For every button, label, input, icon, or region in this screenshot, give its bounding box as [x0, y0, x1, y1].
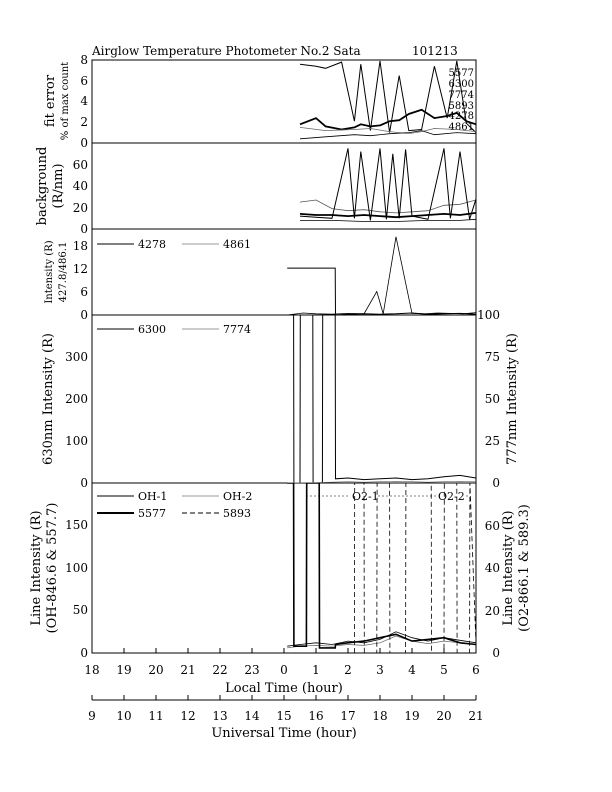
ylabel-intensity-427 — [44, 240, 69, 303]
local-tick-label: 23 — [244, 663, 260, 677]
local-tick-label: 1 — [312, 663, 320, 677]
ylabel-intensity-427-line1: Intensity (R) — [44, 240, 55, 304]
local-tick-label: 21 — [180, 663, 196, 677]
ytick: 75 — [484, 350, 500, 364]
ut-tick-label: 18 — [372, 709, 388, 723]
ylabel-line-left — [29, 503, 60, 634]
local-tick-label: 18 — [84, 663, 100, 677]
legend-label-oh2: OH-2 — [223, 490, 253, 503]
ytick: 0 — [492, 476, 500, 490]
legend-label-5893: 5893 — [223, 507, 251, 520]
ut-tick-label: 9 — [88, 709, 96, 723]
ylabel-630-text: 630nm Intensity (R) — [41, 333, 56, 465]
ylabel-777-text: 777nm Intensity (R) — [505, 333, 520, 465]
ylabel-line-right — [501, 504, 532, 632]
ut-tick-label: 20 — [436, 709, 452, 723]
series-line-background-6300 — [300, 148, 476, 220]
ut-tick-label: 19 — [404, 709, 420, 723]
ytick: 0 — [80, 476, 88, 490]
legend-label-7774: 7774 — [223, 323, 251, 336]
ytick: 12 — [72, 262, 88, 276]
ytick: 300 — [65, 350, 88, 364]
local-tick-label: 20 — [148, 663, 164, 677]
ytick: 0 — [492, 646, 500, 660]
yticks-line-left — [65, 518, 88, 660]
ytick: 18 — [72, 239, 88, 253]
channel-label: 6300 — [448, 79, 474, 90]
yticks-background — [73, 158, 88, 236]
ut-tick-label: 12 — [180, 709, 196, 723]
ylabel-fit-error — [43, 62, 71, 140]
local-tick-label: 0 — [280, 663, 288, 677]
ylabel-line-left-1: Line Intensity (R) — [29, 510, 44, 626]
ut-time-label: Universal Time (hour) — [211, 726, 357, 741]
series-line-intensity-630-777-6300 — [287, 315, 476, 483]
ut-tick-label: 13 — [212, 709, 228, 723]
local-tick-label: 3 — [376, 663, 384, 677]
local-tick-label: 6 — [472, 663, 480, 677]
legend-630 — [97, 323, 251, 336]
series-line-line-intensity-5893 — [354, 483, 476, 653]
local-time-label: Local Time (hour) — [225, 681, 343, 696]
ut-tick-label: 11 — [148, 709, 164, 723]
legend-line — [97, 489, 468, 520]
chart-date: 101213 — [412, 44, 458, 58]
ytick: 0 — [80, 308, 88, 322]
local-tick-label: 5 — [440, 663, 448, 677]
ylabel-fit-error-line2: % of max count — [60, 61, 71, 141]
ut-tick-label: 10 — [116, 709, 132, 723]
local-tick-label: 22 — [212, 663, 228, 677]
ylabel-fit-error-line1: fit error — [43, 74, 58, 128]
channel-label: 5893 — [448, 101, 474, 112]
legend-427 — [97, 238, 251, 251]
channel-label: 4861 — [448, 122, 474, 133]
ylabel-background — [35, 147, 66, 226]
series-layer — [287, 61, 476, 653]
ytick: 6 — [80, 285, 88, 299]
series-line-intensity-427-486-4861 — [287, 237, 476, 315]
ytick: 40 — [72, 179, 88, 193]
local-tick-label: 19 — [116, 663, 132, 677]
ut-tick-label: 21 — [468, 709, 484, 723]
ylabel-background-line1: background — [35, 146, 50, 226]
local-tick-label: 4 — [408, 663, 416, 677]
ytick: 100 — [65, 434, 88, 448]
local-tick-label: 2 — [344, 663, 352, 677]
ylabel-630 — [41, 333, 56, 465]
ytick: 150 — [65, 518, 88, 532]
ut-time-ticks — [88, 695, 483, 723]
legend-label-5577: 5577 — [138, 507, 166, 520]
ytick: 0 — [80, 136, 88, 150]
ytick: 25 — [484, 434, 500, 448]
o2-1-label: O2-1 — [352, 490, 379, 503]
series-line-line-intensity-5577 — [287, 483, 476, 648]
ytick: 50 — [484, 392, 500, 406]
yticks-630 — [65, 350, 88, 490]
channel-label: 4278 — [448, 111, 474, 122]
ytick: 200 — [65, 392, 88, 406]
ytick: 100 — [477, 308, 500, 322]
panel-frame-fit-error — [92, 60, 476, 143]
ytick: 50 — [72, 603, 88, 617]
series-line-background-5893 — [300, 219, 476, 221]
yticks-intensity-427 — [73, 239, 88, 322]
ytick: 60 — [72, 158, 88, 172]
ylabel-777 — [505, 333, 520, 465]
yticks-fit-error — [80, 53, 88, 150]
ytick: 6 — [80, 74, 88, 88]
legend-label-6300: 6300 — [138, 323, 166, 336]
panel-frame-intensity-630 — [92, 315, 476, 483]
ut-tick-label: 17 — [340, 709, 356, 723]
legend-label-oh1: OH-1 — [138, 490, 168, 503]
ytick: 0 — [80, 646, 88, 660]
ylabel-intensity-427-line2: 427.8/486.1 — [58, 241, 69, 303]
ytick: 40 — [484, 561, 500, 575]
channel-label: 7774 — [448, 90, 474, 101]
ylabel-background-line2: (R/nm) — [51, 163, 66, 209]
o2-2-label: O2-2 — [438, 490, 465, 503]
ut-tick-label: 16 — [308, 709, 324, 723]
local-time-ticks — [84, 648, 479, 677]
ylabel-line-right-1: Line Intensity (R) — [501, 510, 516, 626]
channel-label: 5577 — [448, 68, 474, 79]
ut-tick-label: 14 — [244, 709, 260, 723]
chart-title: Airglow Temperature Photometer No.2 Sata — [92, 44, 361, 58]
ytick: 2 — [80, 115, 88, 129]
ytick: 60 — [484, 519, 500, 533]
ylabel-line-left-2: (OH-846.6 & 557.7) — [45, 502, 60, 634]
ytick: 20 — [72, 201, 88, 215]
ylabel-line-right-2: (O2-866.1 & 589.3) — [517, 504, 532, 632]
ytick: 8 — [80, 53, 88, 67]
ytick: 4 — [80, 94, 88, 108]
ytick: 100 — [65, 561, 88, 575]
ytick: 20 — [484, 604, 500, 618]
yticks-line-right — [485, 519, 500, 660]
legend-label-4278: 4278 — [138, 238, 166, 251]
ut-tick-label: 15 — [276, 709, 292, 723]
legend-label-4861: 4861 — [223, 238, 251, 251]
yticks-777 — [477, 308, 500, 490]
ytick: 0 — [80, 222, 88, 236]
